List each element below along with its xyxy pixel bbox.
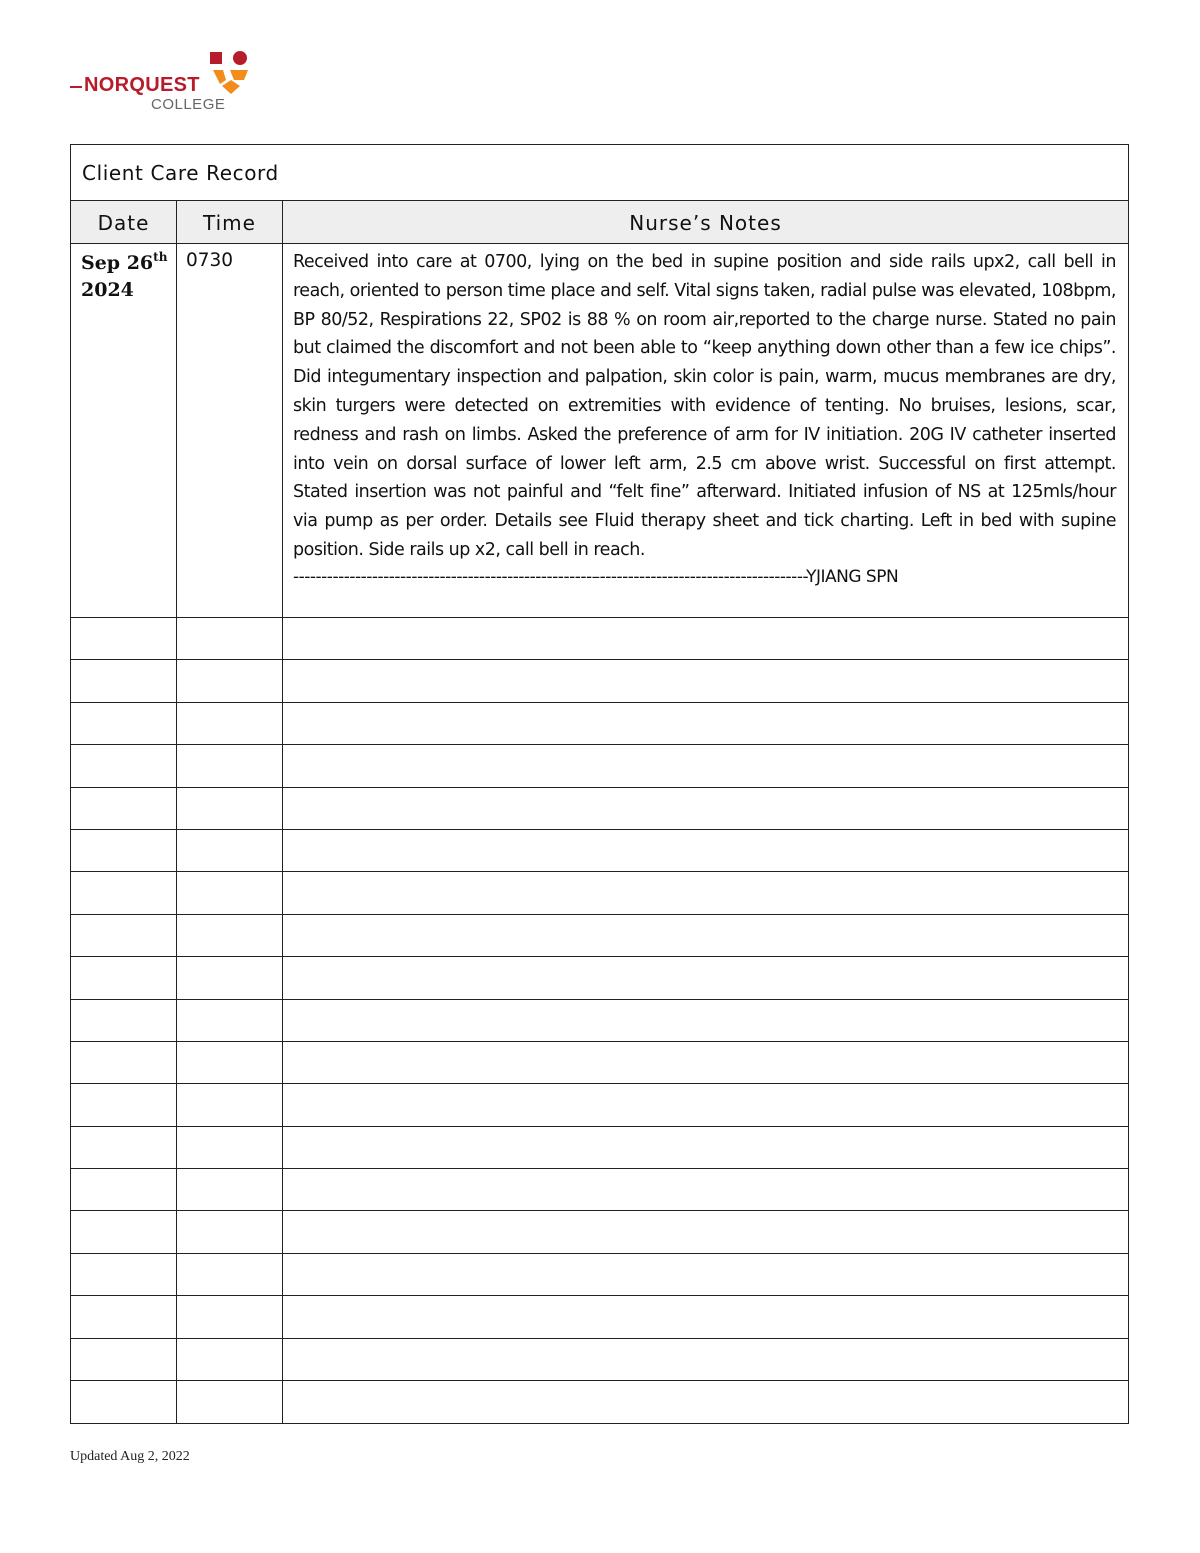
empty-date-cell <box>71 1084 177 1125</box>
time-column-header: Time <box>177 201 283 243</box>
empty-time-cell <box>177 1000 283 1041</box>
client-care-record-table <box>70 144 1129 1424</box>
table-row <box>71 872 1128 914</box>
empty-notes-cell <box>283 1042 1128 1083</box>
empty-time-cell <box>177 660 283 701</box>
table-row <box>71 1000 1128 1042</box>
empty-date-cell <box>71 618 177 659</box>
table-row <box>71 915 1128 957</box>
empty-date-cell <box>71 1339 177 1380</box>
empty-notes-cell <box>283 1127 1128 1168</box>
table-row <box>71 244 1128 618</box>
empty-notes-cell <box>283 703 1128 744</box>
empty-notes-cell <box>283 957 1128 998</box>
empty-time-cell <box>177 915 283 956</box>
empty-notes-cell <box>283 1211 1128 1252</box>
empty-notes-cell <box>283 830 1128 871</box>
table-row <box>71 1042 1128 1084</box>
empty-date-cell <box>71 1211 177 1252</box>
empty-notes-cell <box>283 915 1128 956</box>
empty-date-cell <box>71 1000 177 1041</box>
empty-notes-cell <box>283 1169 1128 1210</box>
table-row <box>71 830 1128 872</box>
empty-date-cell <box>71 660 177 701</box>
empty-time-cell <box>177 618 283 659</box>
date-column-header: Date <box>71 201 177 243</box>
table-row <box>71 1127 1128 1169</box>
logo-mark-icon <box>210 50 252 96</box>
empty-time-cell <box>177 745 283 786</box>
empty-time-cell <box>177 1127 283 1168</box>
norquest-logo <box>70 50 260 116</box>
empty-date-cell <box>71 1042 177 1083</box>
notes-column-header: Nurse’s Notes <box>629 211 782 235</box>
empty-notes-cell <box>283 788 1128 829</box>
nurse-signature: -----------------------------------------------------–-------------------------------------YJIANG SPN <box>293 566 899 587</box>
empty-time-cell <box>177 1381 283 1423</box>
empty-date-cell <box>71 745 177 786</box>
empty-date-cell <box>71 1127 177 1168</box>
logo-dash <box>70 86 82 88</box>
empty-notes-cell <box>283 1000 1128 1041</box>
empty-date-cell <box>71 1254 177 1295</box>
empty-time-cell <box>177 1296 283 1337</box>
empty-notes-cell <box>283 1339 1128 1380</box>
empty-time-cell <box>177 957 283 998</box>
empty-time-cell <box>177 1042 283 1083</box>
empty-date-cell <box>71 872 177 913</box>
entry-time: 0730 <box>177 244 283 617</box>
empty-time-cell <box>177 1211 283 1252</box>
empty-notes-cell <box>283 745 1128 786</box>
column-header-row <box>71 201 1128 244</box>
empty-time-cell <box>177 830 283 871</box>
empty-date-cell <box>71 957 177 998</box>
updated-date-footer: Updated Aug 2, 2022 <box>70 1449 190 1464</box>
table-row <box>71 1339 1128 1381</box>
entry-notes <box>283 244 1128 617</box>
empty-notes-cell <box>283 1381 1128 1423</box>
empty-time-cell <box>177 788 283 829</box>
entry-date-day: Sep 26 <box>81 252 154 274</box>
table-row <box>71 957 1128 999</box>
nurse-note-text: Received into care at 0700, lying on the bed in supine position and side rails upx2, call bell in reach, oriented to person time place and self. Vital signs taken, radial pulse was elevated, 108bpm, BP 80/52, Respirations 22, SP02 is 88 % on room air,reported to the charge nurse. Stated no pain but claimed the discomfort and not been able to “keep anything down other than a few ice chips”. Did integumentary inspection and palpation, skin color is pain, warm, mucus membranes are dry, skin turgers were detected on extremities with evidence of tenting. No bruises, lesions, scar, redness and rash on limbs. Asked the preference of arm for IV initiation. 20G IV catheter inserted into vein on dorsal surface of lower left arm, 2.5 cm above wrist. Successful on first attempt. Stated insertion was not painful and “felt fine” afterward. Initiated infusion of NS at 125mls/hour via pump as per order. Details see Fluid therapy sheet and tick charting. Left in bed with supine position. Side rails up x2, call bell in reach. <box>293 252 1116 560</box>
empty-date-cell <box>71 830 177 871</box>
table-row <box>71 660 1128 702</box>
logo-subtitle: COLLEGE <box>151 96 226 113</box>
empty-notes-cell <box>283 1296 1128 1337</box>
entry-date-suffix: th <box>153 250 168 264</box>
empty-time-cell <box>177 1339 283 1380</box>
table-row <box>71 618 1128 660</box>
empty-time-cell <box>177 703 283 744</box>
entry-date-year: 2024 <box>81 279 134 301</box>
table-row <box>71 1084 1128 1126</box>
empty-notes-cell <box>283 618 1128 659</box>
empty-notes-cell <box>283 660 1128 701</box>
empty-date-cell <box>71 1296 177 1337</box>
table-row <box>71 1211 1128 1253</box>
empty-time-cell <box>177 1169 283 1210</box>
table-row <box>71 788 1128 830</box>
empty-date-cell <box>71 788 177 829</box>
empty-date-cell <box>71 703 177 744</box>
entry-date <box>71 244 177 617</box>
table-row <box>71 703 1128 745</box>
table-row <box>71 1296 1128 1338</box>
logo-name: NORQUEST <box>84 74 200 96</box>
empty-time-cell <box>177 1084 283 1125</box>
table-row <box>71 1254 1128 1296</box>
empty-date-cell <box>71 1169 177 1210</box>
table-row <box>71 1381 1128 1423</box>
empty-time-cell <box>177 872 283 913</box>
empty-date-cell <box>71 915 177 956</box>
empty-time-cell <box>177 1254 283 1295</box>
empty-notes-cell <box>283 872 1128 913</box>
table-row <box>71 1169 1128 1211</box>
empty-notes-cell <box>283 1084 1128 1125</box>
empty-date-cell <box>71 1381 177 1423</box>
empty-notes-cell <box>283 1254 1128 1295</box>
form-title: Client Care Record <box>71 145 1128 201</box>
table-row <box>71 745 1128 787</box>
